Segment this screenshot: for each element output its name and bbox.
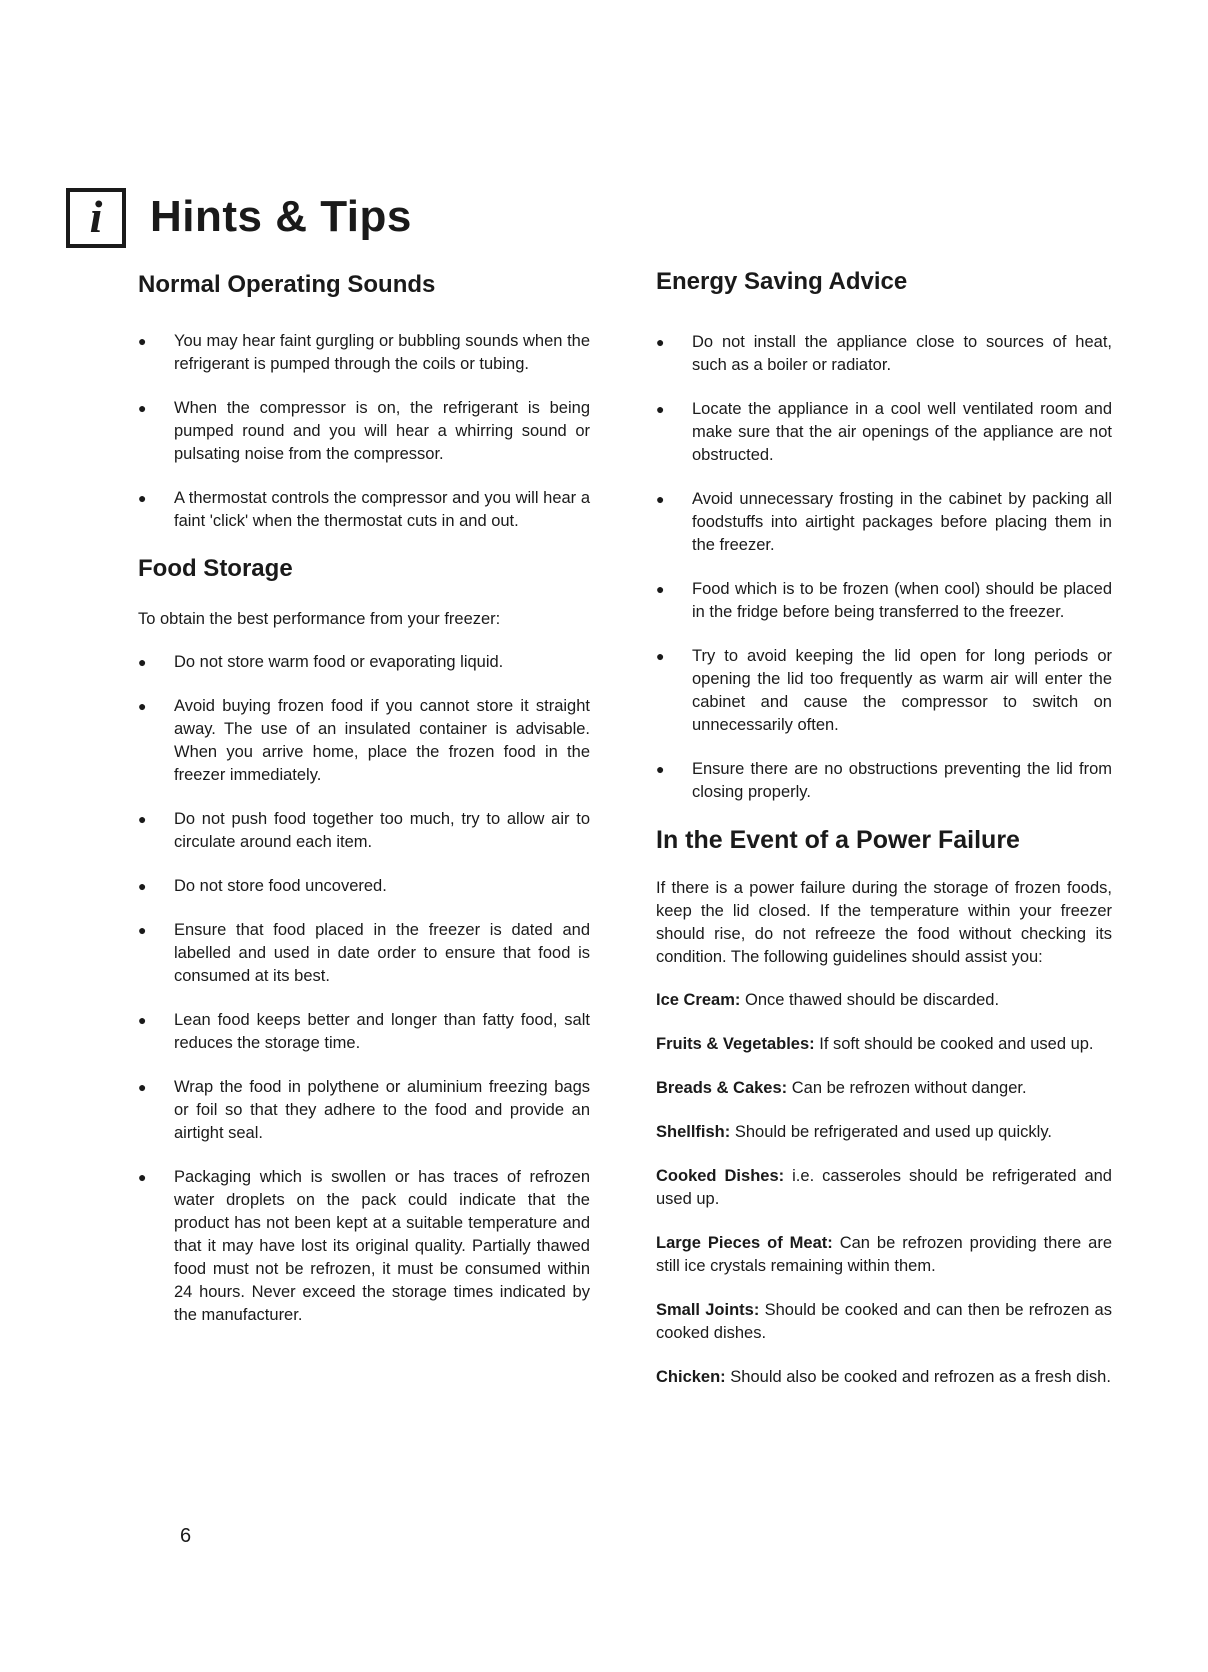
energy-saving-heading: Energy Saving Advice: [656, 268, 908, 295]
list-item: ● Locate the appliance in a cool well ventilated room and make sure that the air openings of the appliance are not obstructed.: [656, 400, 1112, 464]
info-icon-letter: i: [89, 191, 103, 242]
left-column: [138, 270, 590, 1348]
list-item: ● You may hear faint gurgling or bubbling sounds when the refrigerant is pumped through the coils or tubing.: [138, 332, 590, 373]
list-item: ● Lean food keeps better and longer than fatty food, salt reduces the storage time.: [138, 1011, 590, 1052]
guideline-small-joints: Small Joints: Should be cooked and can then be refrozen as cooked dishes.: [656, 1301, 1112, 1342]
bullet-icon: ●: [138, 1012, 147, 1028]
guideline-fruits-vegetables: Fruits & Vegetables: If soft should be cooked and used up.: [656, 1035, 1094, 1053]
food-storage-list: [138, 651, 590, 1327]
right-column: [656, 267, 1112, 1410]
power-failure-heading: In the Event of a Power Failure: [656, 826, 1020, 854]
info-icon: [66, 188, 126, 248]
list-item: ● Wrap the food in polythene or aluminium freezing bags or foil so that they adhere to the food and provide an airtight seal.: [138, 1078, 590, 1142]
bullet-icon: ●: [656, 401, 665, 417]
power-failure-intro: If there is a power failure during the storage of frozen foods, keep the lid closed. If the temperature within your freezer should rise, do not refreeze the food without checking its condition. The following guidelines should assist you:: [656, 879, 1112, 966]
guideline-breads-cakes: Breads & Cakes: Can be refrozen without danger.: [656, 1079, 1027, 1097]
bullet-icon: ●: [138, 922, 147, 938]
page-title: Hints & Tips: [150, 192, 412, 241]
list-item: ● Try to avoid keeping the lid open for long periods or opening the lid too frequently as warm air will enter the cabinet and cause the compressor to switch on unnecessarily often.: [656, 647, 1112, 734]
food-storage-intro: To obtain the best performance from your freezer:: [138, 610, 501, 628]
list-item: ● When the compressor is on, the refrigerant is being pumped round and you will hear a whirring sound or pulsating noise from the compressor.: [138, 399, 590, 463]
page-number: 6: [180, 1525, 192, 1547]
bullet-icon: ●: [138, 1079, 147, 1095]
bullet-icon: ●: [138, 878, 147, 894]
list-item: ● Ensure there are no obstructions preventing the lid from closing properly.: [656, 760, 1112, 801]
normal-sounds-heading: Normal Operating Sounds: [138, 271, 436, 298]
bullet-icon: ●: [138, 654, 147, 670]
list-item: ● Do not install the appliance close to sources of heat, such as a boiler or radiator.: [656, 333, 1112, 374]
list-item: ● Do not push food together too much, try to allow air to circulate around each item.: [138, 810, 590, 851]
bullet-icon: ●: [138, 490, 147, 506]
guideline-shellfish: Shellfish: Should be refrigerated and used up quickly.: [656, 1123, 1052, 1141]
guideline-ice-cream: Ice Cream: Once thawed should be discarded.: [656, 991, 1000, 1009]
list-item: ● Do not store warm food or evaporating liquid.: [138, 651, 590, 674]
bullet-icon: ●: [656, 491, 665, 507]
bullet-icon: ●: [656, 648, 665, 664]
list-item: ● Do not store food uncovered.: [138, 875, 590, 898]
list-item: ● Ensure that food placed in the freezer is dated and labelled and used in date order to ensure that food is consumed at its best.: [138, 921, 590, 985]
energy-saving-list: [656, 331, 1112, 804]
bullet-icon: ●: [656, 581, 665, 597]
list-item: ● Packaging which is swollen or has traces of refrozen water droplets on the pack could indicate that the product has not been kept at a suitable temperature and that it may have lost its original quality. Partially thawed food must not be refrozen, it must be consumed within 24 hours. Never exceed the storage times indicated by the manufacturer.: [138, 1168, 590, 1324]
bullet-icon: ●: [138, 333, 147, 349]
list-item: ● Avoid buying frozen food if you cannot store it straight away. The use of an insulated container is advisable. When you arrive home, place the frozen food in the freezer immediately.: [138, 697, 590, 784]
normal-sounds-list: [138, 330, 590, 533]
bullet-icon: ●: [656, 334, 665, 350]
food-storage-heading: Food Storage: [138, 555, 293, 582]
bullet-icon: ●: [138, 400, 147, 416]
bullet-icon: ●: [138, 811, 147, 827]
bullet-icon: ●: [138, 698, 147, 714]
list-item: ● Food which is to be frozen (when cool) should be placed in the fridge before being transferred to the freezer.: [656, 580, 1112, 621]
list-item: ● Avoid unnecessary frosting in the cabinet by packing all foodstuffs into airtight packages before placing them in the freezer.: [656, 490, 1112, 554]
bullet-icon: ●: [656, 761, 665, 777]
guideline-cooked-dishes: Cooked Dishes: i.e. casseroles should be refrigerated and used up.: [656, 1167, 1112, 1208]
guideline-chicken: Chicken: Should also be cooked and refrozen as a fresh dish.: [656, 1368, 1111, 1386]
guideline-large-meat: Large Pieces of Meat: Can be refrozen providing there are still ice crystals remaining within them.: [656, 1234, 1112, 1275]
bullet-icon: ●: [138, 1169, 147, 1185]
list-item: ● A thermostat controls the compressor and you will hear a faint 'click' when the thermostat cuts in and out.: [138, 489, 590, 530]
